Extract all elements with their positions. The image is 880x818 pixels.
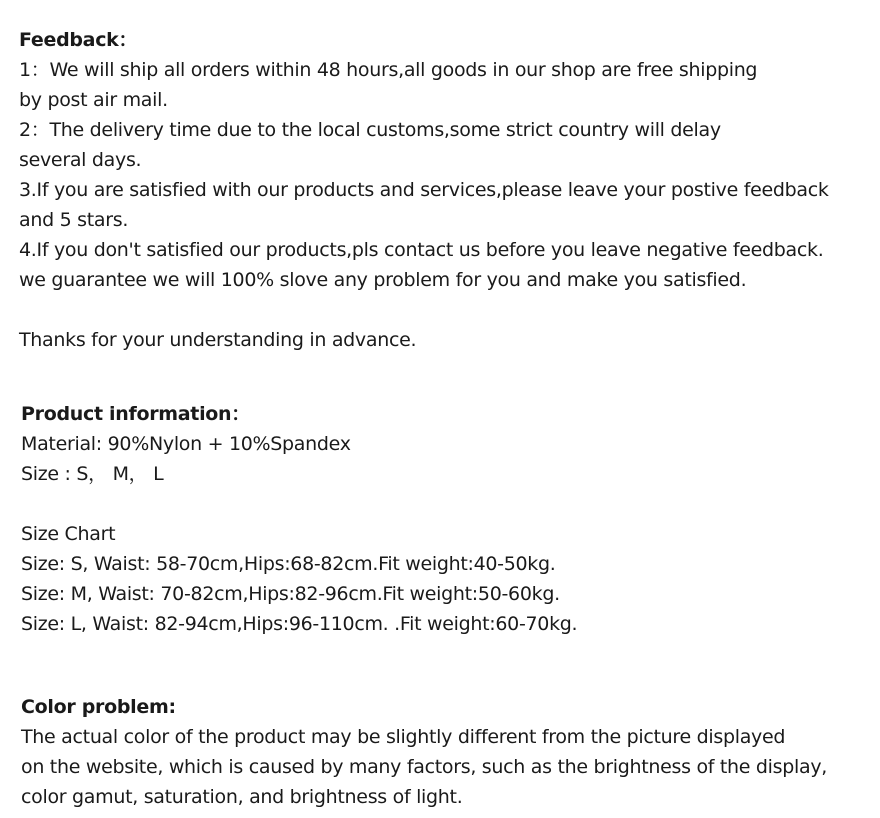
size-chart-title: Size Chart <box>21 523 116 545</box>
feedback-line: by post air mail. <box>19 89 168 111</box>
feedback-line: several days. <box>19 149 142 171</box>
color-problem-line: The actual color of the product may be slightly different from the picture displayed <box>21 726 786 748</box>
color-problem-heading: Color problem: <box>21 696 176 718</box>
product-information-heading: Product information： <box>21 403 250 425</box>
feedback-line: 4.If you don't satisfied our products,pls contact us before you leave negative feedback. <box>19 239 824 261</box>
feedback-line: and 5 stars. <box>19 209 129 231</box>
feedback-line: 3.If you are satisfied with our products and services,please leave your postive feedback <box>19 179 829 201</box>
feedback-heading: Feedback： <box>19 29 138 51</box>
color-problem-line: on the website, which is caused by many factors, such as the brightness of the display, <box>21 756 828 778</box>
sizes-text: Size : S， M， L <box>21 463 164 485</box>
color-problem-line: color gamut, saturation, and brightness of light. <box>21 786 463 808</box>
thanks-note: Thanks for your understanding in advance. <box>19 329 417 351</box>
size-chart-row: Size: M, Waist: 70-82cm,Hips:82-96cm.Fit weight:50-60kg. <box>21 583 560 605</box>
feedback-line: 1：We will ship all orders within 48 hours,all goods in our shop are free shipping <box>19 59 758 81</box>
size-chart-row: Size: S, Waist: 58-70cm,Hips:68-82cm.Fit weight:40-50kg. <box>21 553 556 575</box>
feedback-line: 2：The delivery time due to the local customs,some strict country will delay <box>19 119 721 141</box>
size-chart-row: Size: L, Waist: 82-94cm,Hips:96-110cm. .Fit weight:60-70kg. <box>21 613 578 635</box>
feedback-line: we guarantee we will 100% slove any problem for you and make you satisfied. <box>19 269 747 291</box>
material-text: Material: 90%Nylon + 10%Spandex <box>21 433 351 455</box>
